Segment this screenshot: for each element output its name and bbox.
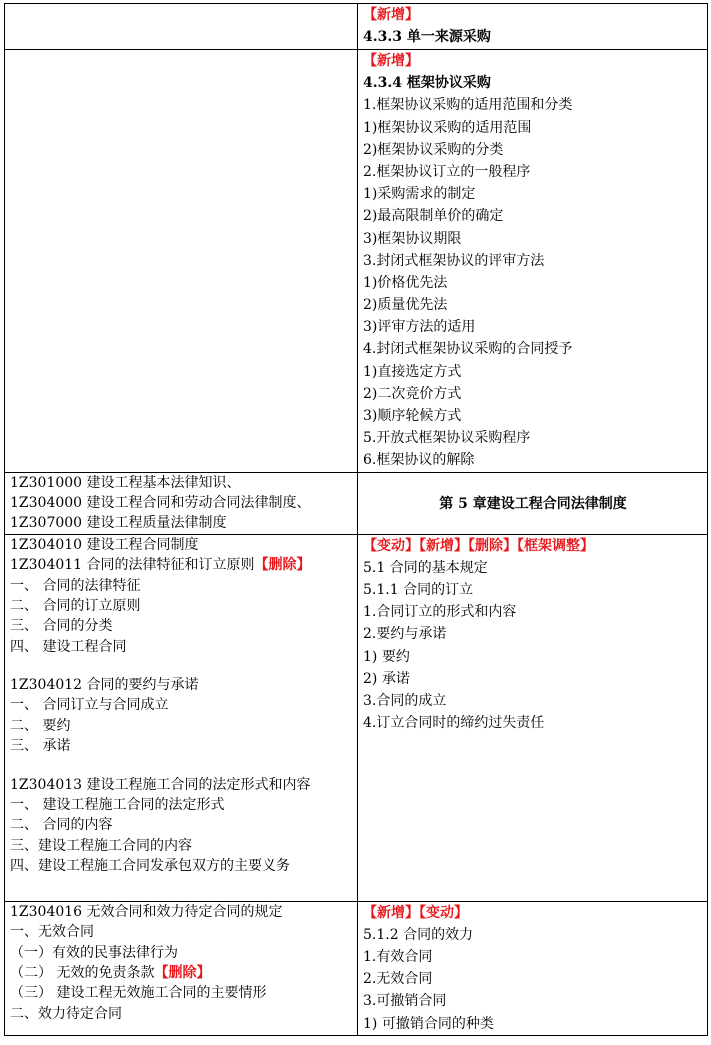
outline-item-text: 一、 合同的法律特征 [10, 577, 141, 594]
outline-item-text: 三、建设工程施工合同的内容 [10, 837, 192, 854]
outline-item: 3.封闭式框架协议的评审方法 [363, 252, 545, 269]
outline-item-text: 四、 建设工程合同 [10, 638, 127, 655]
spacer [10, 757, 353, 775]
outline-item: 5.1.1 合同的订立 [363, 582, 474, 599]
outline-item: 2.框架协议订立的一般程序 [363, 163, 531, 180]
outline-item [10, 1004, 353, 1024]
outline-item: 3.合同的成立 [363, 693, 447, 710]
chapter-title: 第 5 章建设工程合同法律制度 [439, 496, 627, 513]
new-syllabus-cell [358, 534, 708, 901]
outline-item-text: 1Z304010 建设工程合同制度 [10, 536, 199, 553]
table-row [5, 901, 708, 1035]
outline-item: 2)质量优先法 [363, 297, 448, 314]
change-tag: 【新增】【变动】 [363, 904, 468, 921]
outline-item [10, 535, 353, 555]
outline-item: 4.封闭式框架协议采购的合同授予 [363, 341, 573, 358]
outline-item-text: （一）有效的民事法律行为 [10, 944, 178, 961]
outline-item: 4.订立合同时的缔约过失责任 [363, 715, 545, 732]
outline-item [10, 596, 353, 616]
outline-item-text: 一、 建设工程施工合同的法定形式 [10, 797, 225, 814]
outline-item-text: 二、效力待定合同 [10, 1005, 122, 1022]
table-row [5, 50, 708, 473]
outline-item-text: 1Z304016 无效合同和效力待定合同的规定 [10, 903, 283, 920]
outline-item-text: 三、 合同的分类 [10, 618, 113, 635]
outline-item [10, 815, 353, 835]
old-syllabus-cell [5, 901, 358, 1035]
outline-item: 3)评审方法的适用 [363, 319, 476, 336]
outline-item [10, 795, 353, 815]
outline-item: 2) 承诺 [363, 670, 410, 687]
old-syllabus-cell [5, 50, 358, 473]
delete-tag: 【删除】 [154, 964, 211, 981]
outline-item [10, 695, 353, 715]
outline-item [10, 716, 353, 736]
outline-item [10, 576, 353, 596]
outline-item-text: 二、 要约 [10, 717, 71, 734]
outline-item: 1)价格优先法 [363, 274, 448, 291]
new-syllabus-cell [358, 472, 708, 534]
outline-item [10, 736, 353, 756]
outline-item-text: 四、建设工程施工合同发承包双方的主要义务 [10, 858, 290, 875]
spacer [10, 657, 353, 675]
outline-item [10, 963, 353, 983]
outline-item: 1.框架协议采购的适用范围和分类 [363, 97, 573, 114]
table-row [5, 4, 708, 50]
change-tag: 【新增】 [363, 53, 419, 69]
outline-item: 2)最高限制单价的确定 [363, 208, 504, 225]
outline-item: 1.有效合同 [363, 949, 433, 966]
outline-item: 1)采购需求的制定 [363, 186, 476, 203]
outline-item [10, 775, 353, 795]
outline-item-text: 三、 承诺 [10, 738, 71, 755]
outline-item: 5.开放式框架协议采购程序 [363, 430, 531, 447]
outline-item: 1)直接选定方式 [363, 363, 462, 380]
outline-item [10, 943, 353, 963]
outline-item-text: 1Z304011 合同的法律特征和订立原则 [10, 557, 255, 574]
outline-item [10, 555, 353, 575]
old-syllabus-cell [5, 534, 358, 901]
table-row [5, 472, 708, 534]
change-tag: 【变动】【新增】【删除】【框架调整】 [363, 537, 594, 554]
outline-item [10, 675, 353, 695]
outline-item [10, 836, 353, 856]
old-chapter-line: 1Z301000 建设工程基本法律知识、 [10, 474, 241, 491]
table-row [5, 534, 708, 901]
outline-item-text: 一、无效合同 [10, 924, 94, 941]
section-heading: 4.3.3 单一来源采购 [363, 29, 491, 46]
outline-item-text: 一、 合同订立与合同成立 [10, 697, 169, 714]
outline-item [10, 983, 353, 1003]
outline-item [10, 902, 353, 922]
old-syllabus-cell [5, 472, 358, 534]
outline-item-text: 1Z304012 合同的要约与承诺 [10, 677, 199, 694]
comparison-table [4, 3, 708, 1036]
delete-tag: 【删除】 [254, 557, 311, 574]
outline-item [10, 637, 353, 657]
change-tag: 【新增】 [363, 7, 419, 23]
outline-item: 5.1 合同的基本规定 [363, 559, 488, 576]
outline-item-text: 二、 合同的内容 [10, 817, 113, 834]
new-syllabus-cell [358, 901, 708, 1035]
outline-item-text: （二） 无效的免责条款 [10, 964, 155, 981]
section-heading: 4.3.4 框架协议采购 [363, 75, 491, 92]
outline-item-text: 二、 合同的订立原则 [10, 597, 141, 614]
old-syllabus-cell [5, 4, 358, 50]
outline-item: 3.可撤销合同 [363, 993, 447, 1010]
outline-item-text: 1Z304013 建设工程施工合同的法定形式和内容 [10, 776, 311, 793]
outline-item: 3)顺序轮候方式 [363, 408, 462, 424]
outline-item: 2)框架协议采购的分类 [363, 141, 504, 158]
outline-item: 2.要约与承诺 [363, 626, 447, 643]
outline-item: 6.框架协议的解除 [363, 452, 475, 469]
old-chapter-line: 1Z307000 建设工程质量法律制度 [10, 515, 227, 532]
outline-item [10, 856, 353, 876]
outline-item-text: （三） 建设工程无效施工合同的主要情形 [10, 985, 267, 1002]
outline-item: 1) 可撤销合同的种类 [363, 1015, 494, 1032]
new-syllabus-cell [358, 50, 708, 473]
outline-item [10, 922, 353, 942]
new-syllabus-cell [358, 4, 708, 50]
outline-item: 1.合同订立的形式和内容 [363, 604, 517, 621]
outline-item: 2.无效合同 [363, 971, 433, 988]
outline-item: 5.1.2 合同的效力 [363, 926, 474, 943]
outline-item: 1) 要约 [363, 648, 410, 665]
outline-item: 1)框架协议采购的适用范围 [363, 119, 532, 136]
outline-item [10, 616, 353, 636]
old-chapter-line: 1Z304000 建设工程合同和劳动合同法律制度、 [10, 494, 311, 511]
outline-item: 3)框架协议期限 [363, 230, 462, 247]
outline-item: 2)二次竞价方式 [363, 385, 462, 402]
